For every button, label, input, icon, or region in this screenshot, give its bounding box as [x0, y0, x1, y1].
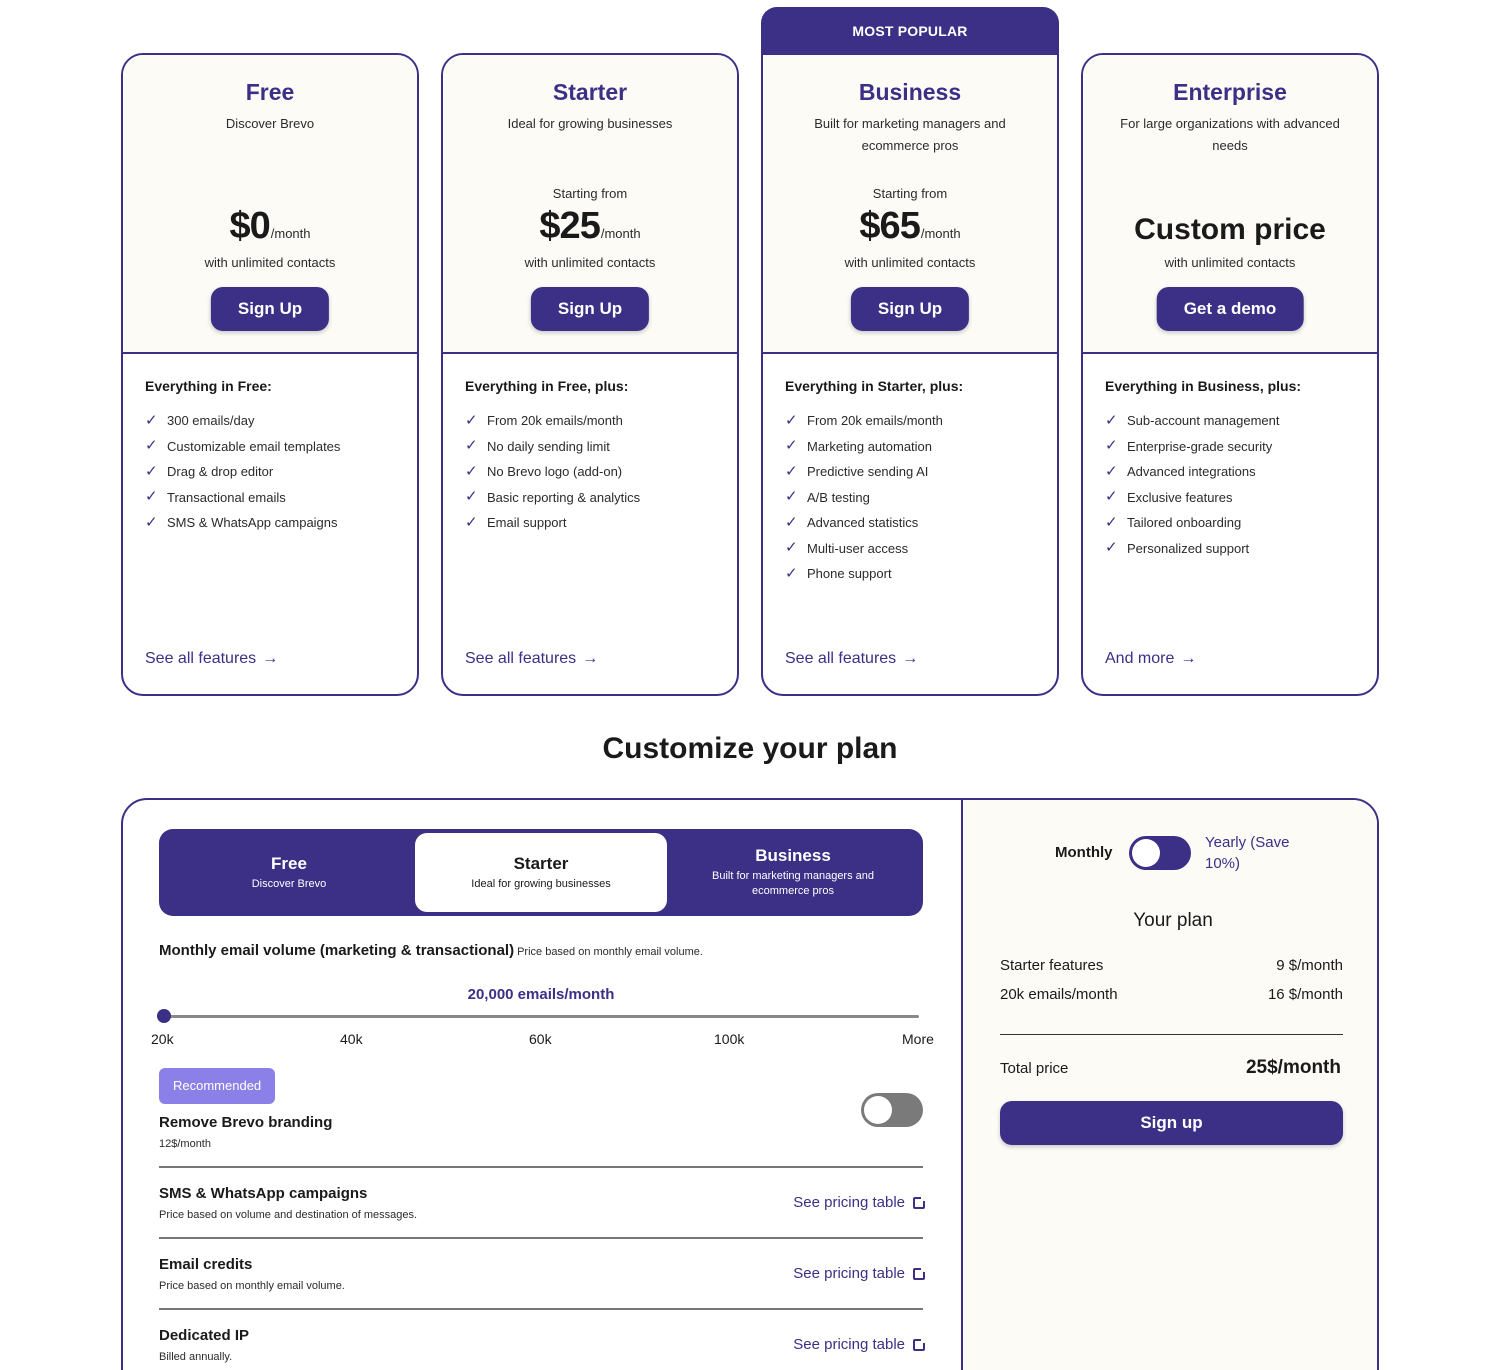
plan-customizer [121, 798, 1379, 1370]
and-more-link[interactable]: And more → [1105, 650, 1197, 667]
addon-title: Dedicated IP [159, 1327, 250, 1344]
sign-up-button[interactable]: Sign Up [851, 287, 969, 331]
plan-name: Enterprise [1173, 79, 1287, 105]
check-icon: ✓ [1105, 513, 1118, 531]
contacts-note: with unlimited contacts [524, 255, 656, 270]
features-title: Everything in Free, plus: [465, 378, 629, 394]
see-all-features-link[interactable]: See all features → [465, 650, 599, 667]
plan-card-header [443, 55, 737, 354]
divider [159, 1166, 923, 1168]
feature-item: ✓ Sub-account management [1105, 411, 1280, 429]
features-list [145, 408, 417, 536]
plan-description: Ideal for growing businesses [507, 116, 673, 131]
check-icon: ✓ [1105, 411, 1118, 429]
total-price-label: Total price [1000, 1060, 1069, 1077]
plan-card-header [763, 55, 1057, 354]
volume-slider-track[interactable] [163, 1015, 919, 1018]
total-price-value: 25$/month [1245, 1057, 1341, 1078]
contacts-note: with unlimited contacts [204, 255, 336, 270]
feature-item: ✓ Phone support [785, 564, 892, 582]
billing-period-toggle[interactable] [1129, 836, 1191, 870]
plan-features [1083, 354, 1377, 694]
features-title: Everything in Starter, plus: [785, 378, 964, 394]
starting-from-label: Starting from [872, 186, 948, 201]
toggle-knob [1132, 839, 1160, 867]
plan-features [443, 354, 737, 694]
features-list [785, 408, 1057, 587]
check-icon: ✓ [145, 437, 158, 455]
feature-item: ✓ Email support [465, 513, 567, 531]
check-icon: ✓ [785, 564, 798, 582]
feature-item: ✓ From 20k emails/month [465, 411, 623, 429]
see-all-features-link[interactable]: See all features → [785, 650, 919, 667]
feature-item: ✓ 300 emails/day [145, 411, 255, 429]
plan-features [123, 354, 417, 694]
check-icon: ✓ [465, 513, 478, 531]
features-list [465, 408, 737, 536]
slider-tick: 100k [714, 1031, 745, 1047]
addon-description: Price based on volume and destination of messages. [159, 1209, 418, 1221]
volume-label: Monthly email volume (marketing & transactional) Price based on monthly email volume. [159, 942, 703, 959]
feature-item: ✓ Basic reporting & analytics [465, 488, 641, 506]
plan-option-starter[interactable]: Starter Ideal for growing businesses [415, 833, 667, 912]
arrow-right-icon: → [262, 650, 279, 667]
plan-name: Starter [552, 79, 628, 105]
feature-item: ✓ From 20k emails/month [785, 411, 943, 429]
plan-card-header [1083, 55, 1377, 354]
check-icon: ✓ [785, 411, 798, 429]
get-a-demo-button[interactable]: Get a demo [1157, 287, 1304, 331]
contacts-note: with unlimited contacts [844, 255, 976, 270]
billing-yearly-label: Yearly (Save 10%) [1205, 834, 1290, 872]
feature-item: ✓ Advanced statistics [785, 513, 919, 531]
price-period: /month [920, 226, 961, 241]
price-row [123, 205, 417, 248]
check-icon: ✓ [465, 437, 478, 455]
features-list [1105, 408, 1377, 561]
price-period: /month [270, 226, 311, 241]
arrow-right-icon: → [902, 650, 919, 667]
plan-name: Business [858, 79, 962, 105]
your-plan-title: Your plan [1133, 910, 1213, 931]
arrow-right-icon: → [582, 650, 599, 667]
slider-tick: 60k [529, 1031, 552, 1047]
check-icon: ✓ [785, 513, 798, 531]
plan-card-header [123, 55, 417, 354]
see-pricing-table-link[interactable]: See pricing table [793, 1336, 925, 1353]
volume-slider-thumb[interactable] [157, 1009, 171, 1023]
check-icon: ✓ [145, 488, 158, 506]
plan-name: Free [245, 79, 295, 105]
feature-item: ✓ No Brevo logo (add-on) [465, 462, 623, 480]
check-icon: ✓ [145, 513, 158, 531]
check-icon: ✓ [465, 488, 478, 506]
starting-from-label: Starting from [552, 186, 628, 201]
plan-description: For large organizations with advanced needs [1120, 116, 1340, 153]
plan-summary [961, 800, 1379, 1370]
plan-price: $65 [859, 205, 920, 247]
price-row [443, 205, 737, 248]
sign-up-button[interactable]: Sign Up [211, 287, 329, 331]
feature-item: ✓ A/B testing [785, 488, 870, 506]
feature-item: ✓ Predictive sending AI [785, 462, 929, 480]
arrow-right-icon: → [1180, 650, 1197, 667]
see-pricing-table-link[interactable]: See pricing table [793, 1265, 925, 1282]
price-row [763, 205, 1057, 248]
recommended-badge: Recommended [159, 1068, 275, 1104]
summary-line: 20k emails/month 16 $/month [1000, 986, 1343, 1003]
sign-up-button[interactable]: Sign up [1000, 1101, 1343, 1145]
addon-price: 12$/month [159, 1138, 211, 1150]
check-icon: ✓ [1105, 437, 1118, 455]
toggle-knob [864, 1096, 892, 1124]
custom-price: Custom price [1134, 213, 1326, 246]
check-icon: ✓ [145, 411, 158, 429]
plan-card-business [761, 53, 1059, 696]
feature-item: ✓ Enterprise-grade security [1105, 437, 1273, 455]
plan-option-business[interactable]: Business Built for marketing managers and ecommerce pros [711, 846, 875, 897]
sign-up-button[interactable]: Sign Up [531, 287, 649, 331]
contacts-note: with unlimited contacts [1164, 255, 1296, 270]
plan-description: Discover Brevo [225, 116, 315, 131]
plan-features [763, 354, 1057, 694]
see-pricing-table-link[interactable]: See pricing table [793, 1194, 925, 1211]
customizer-options [123, 800, 961, 1370]
addon-title: SMS & WhatsApp campaigns [159, 1185, 368, 1202]
check-icon: ✓ [1105, 539, 1118, 557]
summary-line: Starter features 9 $/month [1000, 957, 1343, 974]
divider [159, 1237, 923, 1239]
features-title: Everything in Free: [145, 378, 272, 394]
slider-tick: 40k [340, 1031, 363, 1047]
check-icon: ✓ [465, 462, 478, 480]
external-link-icon [913, 1339, 925, 1351]
plan-description: Built for marketing managers and ecommerce pros [814, 116, 1006, 153]
feature-item: ✓ SMS & WhatsApp campaigns [145, 513, 338, 531]
feature-item: ✓ Customizable email templates [145, 437, 341, 455]
feature-item: ✓ Advanced integrations [1105, 462, 1256, 480]
remove-branding-toggle[interactable] [861, 1093, 923, 1127]
customize-title: Customize your plan [602, 732, 898, 765]
feature-item: ✓ Drag & drop editor [145, 462, 274, 480]
billing-monthly-label: Monthly [1055, 844, 1113, 861]
plan-card-starter [441, 53, 739, 696]
check-icon: ✓ [145, 462, 158, 480]
feature-item: ✓ Tailored onboarding [1105, 513, 1242, 531]
check-icon: ✓ [785, 539, 798, 557]
slider-tick: More [902, 1031, 934, 1047]
summary-divider [1000, 1034, 1343, 1035]
plan-selector [159, 829, 923, 916]
feature-item: ✓ Marketing automation [785, 437, 933, 455]
feature-item: ✓ No daily sending limit [465, 437, 610, 455]
check-icon: ✓ [785, 462, 798, 480]
see-all-features-link[interactable]: See all features → [145, 650, 279, 667]
features-title: Everything in Business, plus: [1105, 378, 1302, 394]
addon-description: Price based on monthly email volume. [159, 1280, 345, 1292]
check-icon: ✓ [785, 437, 798, 455]
plan-price: $25 [539, 205, 600, 247]
check-icon: ✓ [1105, 462, 1118, 480]
external-link-icon [913, 1197, 925, 1209]
addon-description: Billed annually. [159, 1351, 233, 1363]
plan-card-enterprise [1081, 53, 1379, 696]
check-icon: ✓ [1105, 488, 1118, 506]
volume-note: Price based on monthly email volume. [517, 946, 703, 958]
billing-toggle-row [963, 832, 1379, 872]
volume-value: 20,000 emails/month [467, 986, 615, 1003]
divider [159, 1308, 923, 1310]
feature-item: ✓ Multi-user access [785, 539, 909, 557]
check-icon: ✓ [465, 411, 478, 429]
check-icon: ✓ [785, 488, 798, 506]
feature-item: ✓ Personalized support [1105, 539, 1250, 557]
addon-title: Remove Brevo branding [159, 1114, 333, 1131]
addon-title: Email credits [159, 1256, 253, 1273]
feature-item: ✓ Exclusive features [1105, 488, 1233, 506]
external-link-icon [913, 1268, 925, 1280]
plan-price: $0 [229, 205, 270, 247]
plan-card-free [121, 53, 419, 696]
price-period: /month [600, 226, 641, 241]
slider-tick: 20k [151, 1031, 174, 1047]
most-popular-tab: MOST POPULAR [761, 7, 1059, 55]
feature-item: ✓ Transactional emails [145, 488, 286, 506]
plan-option-free[interactable]: Free Discover Brevo [251, 853, 327, 890]
